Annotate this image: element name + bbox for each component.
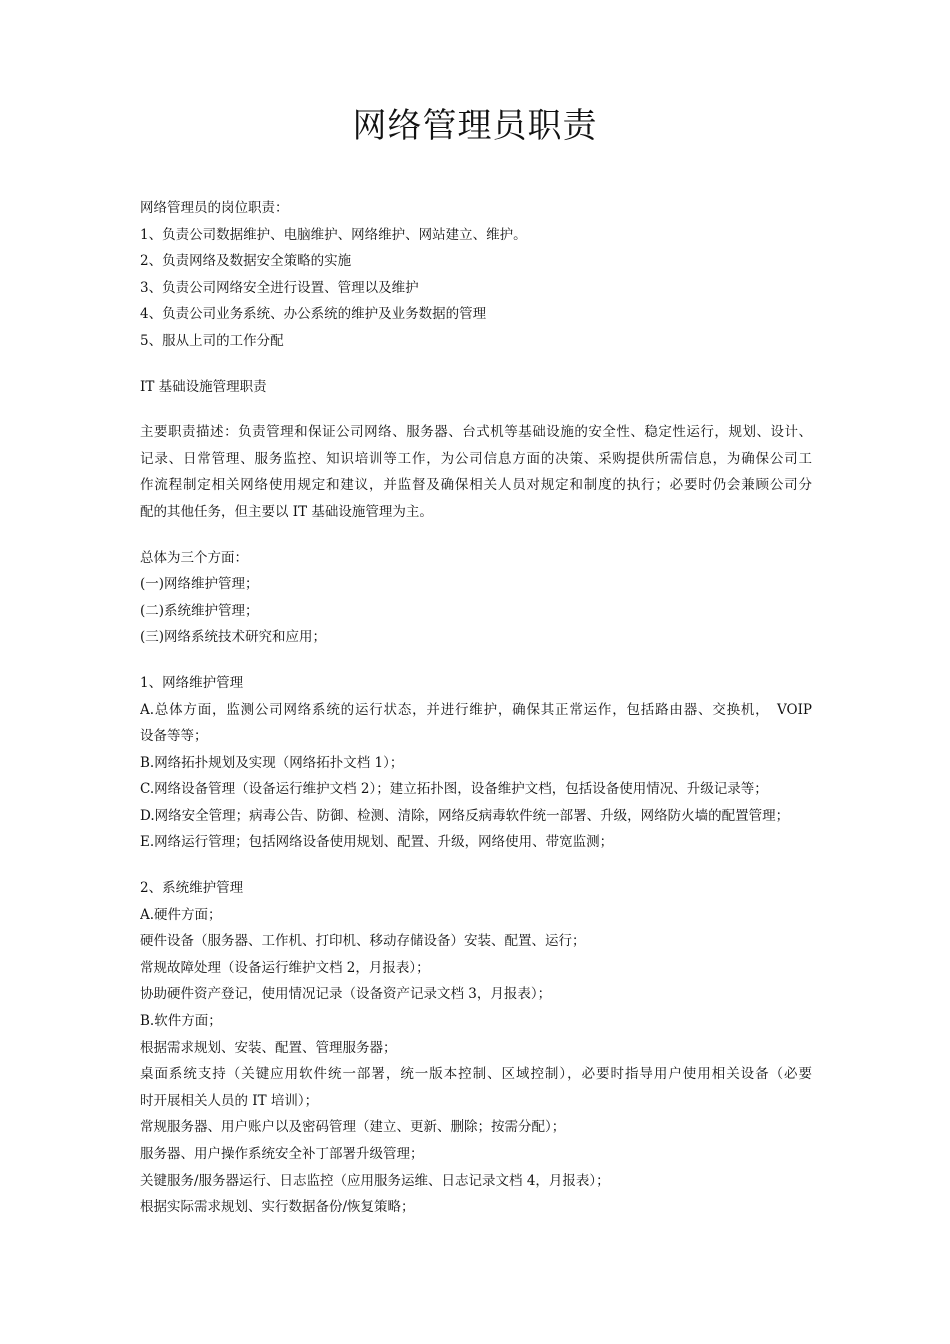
main-desc-line: 主要职责描述：负责管理和保证公司网络、服务器、台式机等基础设施的安全性、稳定性运行，规划、设计、 — [140, 424, 812, 441]
aspect-item: (二)系统维护管理； — [140, 602, 259, 619]
document-title: 网络管理员职责 — [352, 106, 598, 146]
section1-line: E.网络运行管理；包括网络设备使用规划、配置、升级，网络使用、带宽监测； — [140, 834, 614, 851]
paragraph-gap — [140, 856, 812, 875]
section2-line: 服务器、用户操作系统安全补丁部署升级管理； — [140, 1146, 424, 1162]
section2-line: 协助硬件资产登记，使用情况记录（设备资产记录文档 3，月报表）； — [140, 986, 552, 1003]
main-desc-line: 配的其他任务，但主要以 IT 基础设施管理为主。 — [140, 503, 433, 520]
duty-item: 2、负责网络及数据安全策略的实施 — [140, 253, 352, 270]
section1-line: 设备等等； — [140, 728, 208, 745]
aspect-item: (三)网络系统技术研究和应用； — [140, 629, 327, 646]
it-heading: IT 基础设施管理职责 — [140, 378, 267, 395]
duties-intro: 网络管理员的岗位职责： — [140, 200, 289, 216]
section2-line: B.软件方面； — [140, 1013, 222, 1030]
section1-line: A.总体方面，监测公司网络系统的运行状态，并进行维护，确保其正常运作，包括路由器、交换机， VOIP — [140, 701, 812, 718]
section1-heading: 1、网络维护管理 — [140, 674, 244, 691]
paragraph-gap — [140, 400, 812, 419]
section2-line: A.硬件方面； — [140, 906, 222, 923]
aspects-intro: 总体为三个方面： — [140, 549, 248, 566]
section1-line: D.网络安全管理；病毒公告、防御、检测、清除，网络反病毒软件统一部署、升级，网络防火墙的配置管理； — [140, 807, 790, 824]
section2-line: 时开展相关人员的 IT 培训）； — [140, 1092, 319, 1109]
paragraph-gap — [140, 651, 812, 670]
section2-heading: 2、系统维护管理 — [140, 880, 244, 897]
section2-line: 关键服务/服务器运行、日志监控（应用服务运维、日志记录文档 4，月报表）； — [140, 1172, 610, 1189]
main-desc-line: 记录、日常管理、服务监控、知识培训等工作，为公司信息方面的决策、采购提供所需信息，为确保公司工 — [140, 450, 812, 467]
section2-line: 常规服务器、用户账户以及密码管理（建立、更新、删除；按需分配）； — [140, 1119, 566, 1136]
document-body — [140, 195, 812, 1221]
paragraph-gap — [140, 526, 812, 545]
section2-line: 常规故障处理（设备运行维护文档 2，月报表）； — [140, 959, 430, 976]
aspect-item: (一)网络维护管理； — [140, 576, 259, 593]
section2-line: 根据需求规划、安装、配置、管理服务器； — [140, 1039, 397, 1056]
section1-line: C.网络设备管理（设备运行维护文档 2）；建立拓扑图，设备维护文档，包括设备使用情况、升级记录等； — [140, 781, 768, 798]
duty-item: 5、服从上司的工作分配 — [140, 332, 284, 349]
duty-item: 1、负责公司数据维护、电脑维护、网络维护、网站建立、维护。 — [140, 226, 527, 243]
section2-line: 桌面系统支持（关键应用软件统一部署，统一版本控制、区域控制），必要时指导用户使用相关设备（必要 — [140, 1066, 812, 1083]
section2-line: 硬件设备（服务器、工作机、打印机、移动存储设备）安装、配置、运行； — [140, 933, 586, 950]
paragraph-gap — [140, 355, 812, 374]
duty-item: 3、负责公司网络安全进行设置、管理以及维护 — [140, 279, 419, 296]
duty-item: 4、负责公司业务系统、办公系统的维护及业务数据的管理 — [140, 306, 487, 323]
section1-line: B.网络拓扑规划及实现（网络拓扑文档 1）； — [140, 754, 404, 771]
section2-line: 根据实际需求规划、实行数据备份/恢复策略； — [140, 1199, 415, 1216]
main-desc-line: 作流程制定相关网络使用规定和建议，并监督及确保相关人员对规定和制度的执行；必要时仍会兼顾公司分 — [140, 477, 812, 494]
